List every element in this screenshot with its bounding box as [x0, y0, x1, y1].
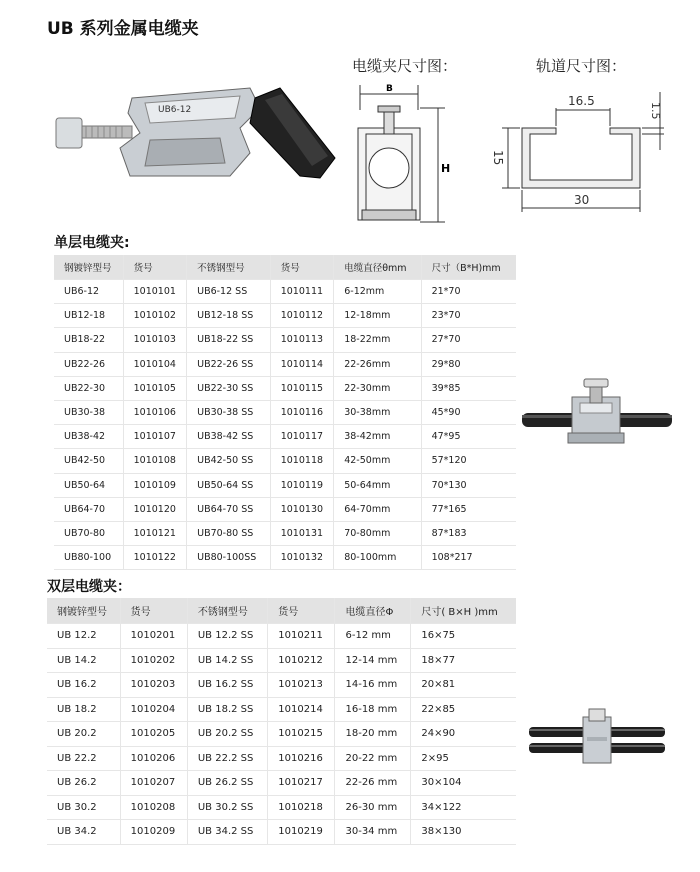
- table-cell: UB 34.2: [57, 826, 97, 838]
- table-row: [54, 400, 516, 424]
- table-cell: UB 12.2 SS: [187, 624, 267, 649]
- table-cell: 1010208: [120, 795, 187, 820]
- table-cell: 14-16 mm: [335, 673, 411, 698]
- table-cell: 64-70mm: [334, 497, 421, 521]
- table-cell: 1010114: [270, 352, 334, 376]
- table-cell: UB18-22: [64, 334, 106, 346]
- table-cell: 1010209: [120, 820, 187, 845]
- table-cell: 57*120: [421, 449, 516, 473]
- table-cell: 1010104: [123, 352, 187, 376]
- table-cell: UB 16.2: [57, 679, 97, 691]
- double-clip-image: [527, 705, 667, 775]
- table-cell: UB22-30 SS: [187, 376, 271, 400]
- table-cell: 30-34 mm: [335, 820, 411, 845]
- double-layer-heading: 双层电缆夹：: [47, 579, 131, 595]
- table-cell: 1010213: [268, 673, 335, 698]
- table-cell: 1010118: [270, 449, 334, 473]
- header-cell: 货号: [270, 255, 334, 280]
- photo-label: UB6-12: [158, 105, 192, 115]
- table-cell: 6-12mm: [334, 280, 421, 304]
- table-cell: 1010214: [268, 697, 335, 722]
- table-row: [54, 328, 516, 352]
- rail-dim-width-bottom: 30: [574, 193, 590, 207]
- table-cell: 39*85: [421, 376, 516, 400]
- table-cell: UB 18.2 SS: [187, 697, 267, 722]
- table-cell: 21*70: [421, 280, 516, 304]
- table-row: [47, 795, 516, 820]
- table-cell: UB 12.2: [57, 630, 97, 642]
- table-cell: 38×130: [411, 820, 516, 845]
- table-cell: UB50-64 SS: [187, 473, 271, 497]
- table-cell: UB6-12: [64, 286, 100, 298]
- table-cell: 1010219: [268, 820, 335, 845]
- table-cell: 2×95: [411, 746, 516, 771]
- table-cell: 1010102: [123, 304, 187, 328]
- table-cell: 108*217: [421, 546, 516, 570]
- table-cell: UB12-18: [64, 310, 106, 322]
- rail-dim-width-top: 16.5: [568, 94, 595, 108]
- table-cell: 12-18mm: [334, 304, 421, 328]
- table-row: [54, 473, 516, 497]
- table-cell: UB30-38 SS: [187, 400, 271, 424]
- table-cell: 22-26mm: [334, 352, 421, 376]
- table-cell: UB18-22 SS: [187, 328, 271, 352]
- table-row: [47, 722, 516, 747]
- table-cell: 26-30 mm: [335, 795, 411, 820]
- table-cell: UB 18.2: [57, 703, 97, 715]
- table-cell: UB22-26 SS: [187, 352, 271, 376]
- table-cell: 16×75: [411, 624, 516, 649]
- table-row: [47, 624, 516, 649]
- table-cell: UB80-100SS: [187, 546, 271, 570]
- rail-dim-title: 轨道尺寸图：: [536, 57, 627, 75]
- double-layer-table: [47, 598, 516, 845]
- header-cell: 钢镀锌型号: [47, 598, 120, 624]
- header-cell: 不锈钢型号: [187, 255, 271, 280]
- table-cell: UB70-80 SS: [187, 521, 271, 545]
- table-row: [54, 280, 516, 304]
- header-cell: 钢镀锌型号: [54, 255, 123, 280]
- table-cell: UB 20.2: [57, 728, 97, 740]
- table-row: [54, 449, 516, 473]
- table-cell: UB 30.2 SS: [187, 795, 267, 820]
- single-clip-image: [520, 375, 675, 455]
- table-cell: 22-26 mm: [335, 771, 411, 796]
- table-cell: 50-64mm: [334, 473, 421, 497]
- table-cell: UB64-70 SS: [187, 497, 271, 521]
- table-cell: UB 30.2: [57, 801, 97, 813]
- table-cell: 1010113: [270, 328, 334, 352]
- table-cell: 24×90: [411, 722, 516, 747]
- table-cell: UB 20.2 SS: [187, 722, 267, 747]
- table-cell: 1010111: [270, 280, 334, 304]
- table-cell: 1010131: [270, 521, 334, 545]
- table-cell: UB22-26: [64, 358, 106, 370]
- table-row: [54, 521, 516, 545]
- clip-dim-title: 电缆夹尺寸图：: [352, 57, 458, 75]
- table-cell: 1010205: [120, 722, 187, 747]
- table-cell: 18×77: [411, 648, 516, 673]
- table-cell: UB6-12 SS: [187, 280, 271, 304]
- table-cell: 1010120: [123, 497, 187, 521]
- table-cell: 23*70: [421, 304, 516, 328]
- table-cell: 16-18 mm: [335, 697, 411, 722]
- table-cell: 1010106: [123, 400, 187, 424]
- clip-dim-diagram: [350, 80, 460, 235]
- table-cell: 18-20 mm: [335, 722, 411, 747]
- table-cell: UB42-50: [64, 455, 106, 467]
- table-cell: 1010201: [120, 624, 187, 649]
- table-cell: 34×122: [411, 795, 516, 820]
- clip-dim-b: B: [386, 84, 393, 94]
- table-cell: UB 22.2: [57, 752, 97, 764]
- table-cell: UB38-42: [64, 431, 106, 443]
- single-layer-heading: 单层电缆夹:: [54, 235, 130, 251]
- table-row: [47, 820, 516, 845]
- table-cell: UB12-18 SS: [187, 304, 271, 328]
- table-cell: 1010206: [120, 746, 187, 771]
- table-cell: 1010203: [120, 673, 187, 698]
- table-cell: 29*80: [421, 352, 516, 376]
- table-cell: UB50-64: [64, 479, 106, 491]
- table-cell: 27*70: [421, 328, 516, 352]
- table-cell: 47*95: [421, 425, 516, 449]
- table-cell: 18-22mm: [334, 328, 421, 352]
- single-layer-table: [54, 255, 516, 570]
- header-cell: 电缆直径Φ: [335, 598, 411, 624]
- table-cell: 30×104: [411, 771, 516, 796]
- table-cell: 1010215: [268, 722, 335, 747]
- header-cell: 不锈钢型号: [187, 598, 267, 624]
- table-row: [54, 376, 516, 400]
- table-cell: 1010202: [120, 648, 187, 673]
- rail-dim-height: 15: [491, 150, 505, 166]
- table-cell: 70*130: [421, 473, 516, 497]
- table-row: [54, 425, 516, 449]
- table-row: [47, 673, 516, 698]
- table-row: [54, 546, 516, 570]
- table-cell: 1010207: [120, 771, 187, 796]
- table-row: [54, 304, 516, 328]
- table-cell: UB80-100: [64, 552, 112, 564]
- table-cell: 1010103: [123, 328, 187, 352]
- table-cell: UB70-80: [64, 527, 106, 539]
- table-cell: 70-80mm: [334, 521, 421, 545]
- table-cell: UB 26.2 SS: [187, 771, 267, 796]
- table-row: [54, 352, 516, 376]
- table-cell: 1010115: [270, 376, 334, 400]
- table-cell: 20-22 mm: [335, 746, 411, 771]
- header-cell: 货号: [123, 255, 187, 280]
- table-cell: 1010105: [123, 376, 187, 400]
- table-cell: 87*183: [421, 521, 516, 545]
- table-cell: 1010130: [270, 497, 334, 521]
- table-cell: 42-50mm: [334, 449, 421, 473]
- header-cell: 货号: [120, 598, 187, 624]
- header-cell: 尺寸（B*H)mm: [421, 255, 516, 280]
- table-row: [54, 497, 516, 521]
- table-cell: UB 16.2 SS: [187, 673, 267, 698]
- table-cell: 1010212: [268, 648, 335, 673]
- table-cell: UB 14.2: [57, 654, 97, 666]
- table-row: [47, 746, 516, 771]
- table-cell: 1010121: [123, 521, 187, 545]
- table-cell: 1010119: [270, 473, 334, 497]
- table-cell: UB30-38: [64, 407, 106, 419]
- table-cell: 1010112: [270, 304, 334, 328]
- table-cell: UB64-70: [64, 503, 106, 515]
- page-title: UB 系列金属电缆夹: [47, 19, 199, 39]
- table-row: [47, 648, 516, 673]
- table-row: [47, 697, 516, 722]
- table-header-row: [54, 255, 516, 280]
- table-cell: 1010116: [270, 400, 334, 424]
- table-cell: 20×81: [411, 673, 516, 698]
- table-cell: 1010132: [270, 546, 334, 570]
- table-cell: 1010101: [123, 280, 187, 304]
- table-cell: 1010107: [123, 425, 187, 449]
- table-cell: 1010122: [123, 546, 187, 570]
- table-cell: 12-14 mm: [335, 648, 411, 673]
- table-cell: 1010217: [268, 771, 335, 796]
- table-cell: 1010109: [123, 473, 187, 497]
- rail-dim-diagram: [488, 80, 673, 220]
- table-cell: 45*90: [421, 400, 516, 424]
- clip-dim-h: H: [441, 162, 451, 175]
- rail-dim-thickness: 1.5: [649, 102, 662, 120]
- table-cell: UB22-30: [64, 382, 106, 394]
- table-header-row: [47, 598, 516, 624]
- table-cell: 1010108: [123, 449, 187, 473]
- table-cell: UB 14.2 SS: [187, 648, 267, 673]
- table-cell: 22×85: [411, 697, 516, 722]
- table-cell: UB 26.2: [57, 777, 97, 789]
- table-cell: 80-100mm: [334, 546, 421, 570]
- table-cell: 30-38mm: [334, 400, 421, 424]
- header-cell: 尺寸( B×H )mm: [411, 598, 516, 624]
- table-cell: 1010218: [268, 795, 335, 820]
- table-cell: 38-42mm: [334, 425, 421, 449]
- table-cell: 1010204: [120, 697, 187, 722]
- table-cell: 1010117: [270, 425, 334, 449]
- table-cell: 77*165: [421, 497, 516, 521]
- table-cell: 6-12 mm: [335, 624, 411, 649]
- header-cell: 货号: [268, 598, 335, 624]
- table-row: [47, 771, 516, 796]
- clip-photo: [50, 78, 340, 188]
- header-cell: 电缆直径θmm: [334, 255, 421, 280]
- table-cell: UB42-50 SS: [187, 449, 271, 473]
- table-cell: UB 22.2 SS: [187, 746, 267, 771]
- table-cell: 22-30mm: [334, 376, 421, 400]
- table-cell: 1010211: [268, 624, 335, 649]
- table-cell: UB 34.2 SS: [187, 820, 267, 845]
- table-cell: 1010216: [268, 746, 335, 771]
- table-cell: UB38-42 SS: [187, 425, 271, 449]
